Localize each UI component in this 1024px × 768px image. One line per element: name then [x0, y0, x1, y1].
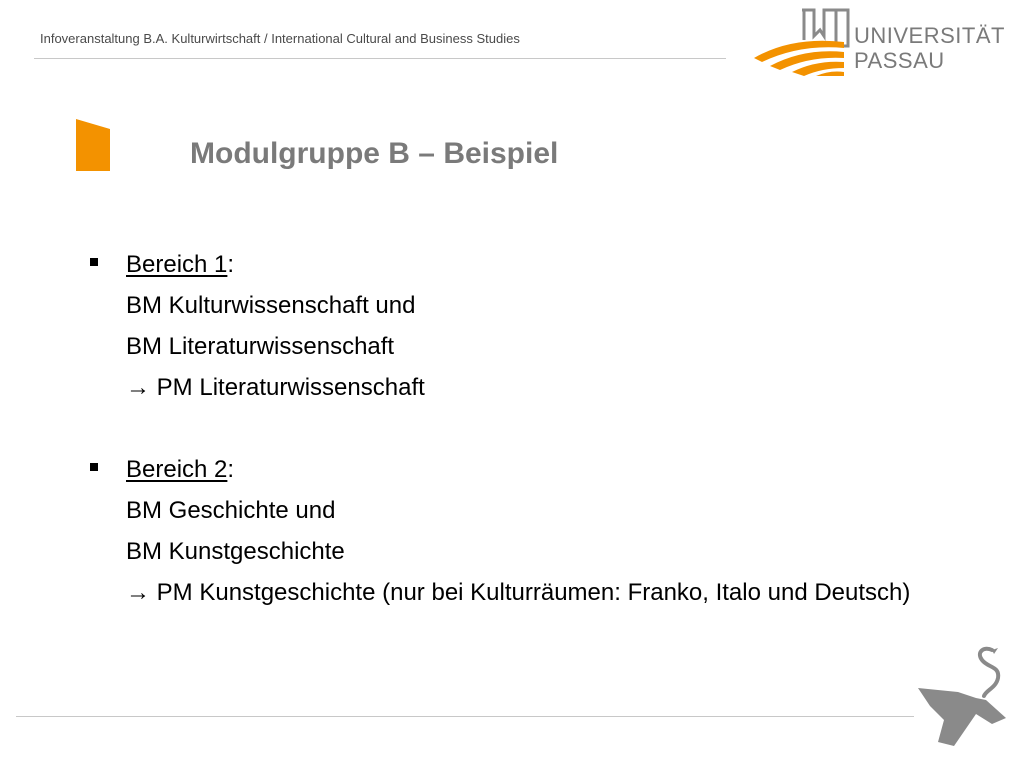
list-item: [90, 572, 950, 609]
section-bereich-1: [90, 244, 950, 285]
slide-content: [90, 244, 950, 609]
arrow-right-icon: →: [126, 579, 150, 606]
university-passau-logo-icon: [752, 6, 852, 80]
section-bereich-2: [90, 449, 950, 490]
dragon-mascot-icon: [914, 644, 1010, 748]
header-text: Infoveranstaltung B.A. Kulturwirtschaft / International Cultural and Business Studies: [40, 31, 520, 46]
section-heading: Bereich 2: [126, 456, 228, 483]
university-logo: [752, 6, 1012, 80]
list-item: BM Kulturwissenschaft und: [126, 292, 416, 319]
bullet-square-icon: [90, 258, 98, 266]
header-divider: [34, 58, 726, 59]
bullet-square-icon: [90, 463, 98, 471]
footer-divider: [16, 716, 914, 717]
section-colon: :: [227, 251, 235, 278]
section-colon: :: [227, 456, 235, 483]
orange-marker-icon: [76, 119, 110, 171]
arrow-right-icon: →: [126, 374, 150, 401]
logo-text-passau: PASSAU: [854, 48, 945, 73]
list-item: BM Geschichte und: [126, 497, 336, 524]
slide-title: Modulgruppe B – Beispiel: [190, 137, 559, 170]
list-item-text: PM Kunstgeschichte (nur bei Kulturräumen: Franko, Italo und Deutsch): [156, 579, 911, 606]
list-item: BM Kunstgeschichte: [126, 538, 345, 565]
logo-text-universitaet: UNIVERSITÄT: [854, 23, 1005, 48]
list-item: BM Literaturwissenschaft: [126, 333, 395, 360]
section-heading: Bereich 1: [126, 251, 228, 278]
list-item: [90, 367, 950, 408]
list-item-text: PM Literaturwissenschaft: [156, 374, 425, 401]
